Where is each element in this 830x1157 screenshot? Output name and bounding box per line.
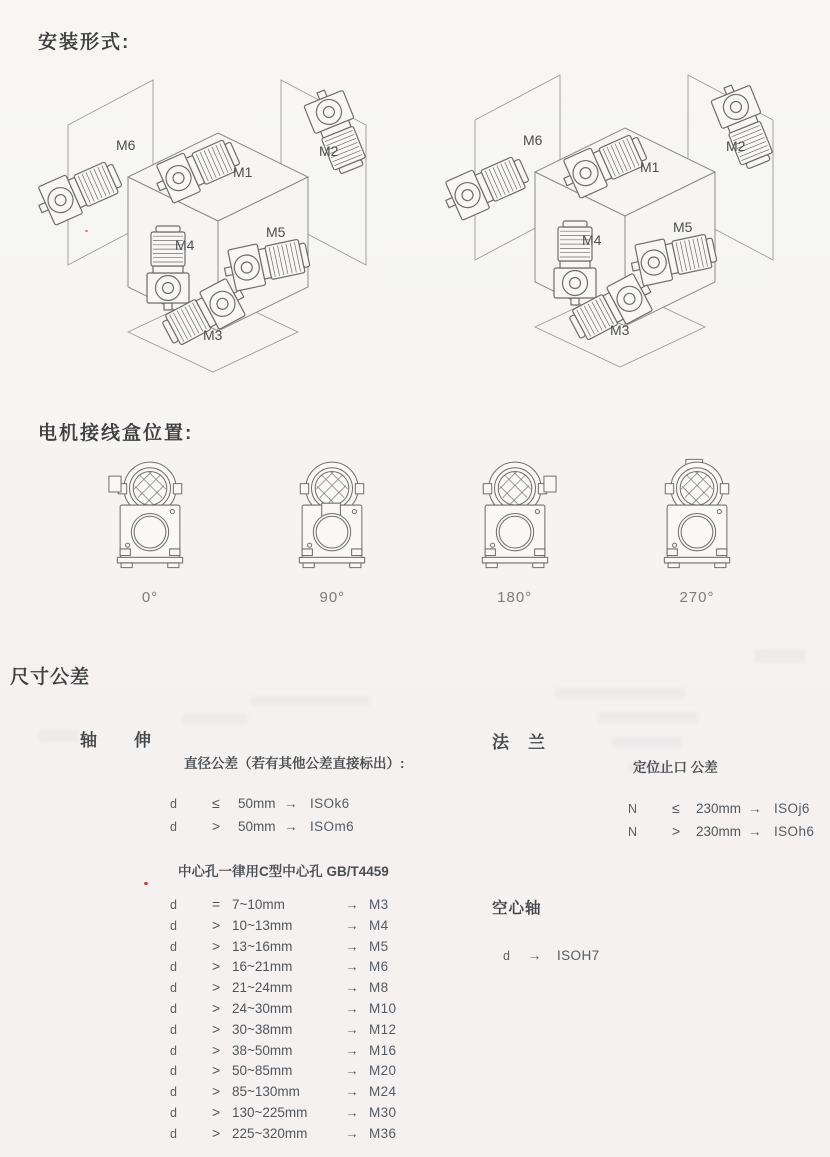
dim-symbol: d: [170, 1043, 177, 1058]
junction-box-left: [109, 476, 121, 492]
center-hole-table: [170, 896, 396, 1146]
shaft-extension-heading: 轴 伸: [80, 731, 152, 750]
comparison-op: >: [212, 1020, 221, 1037]
comparison-op: >: [212, 818, 221, 834]
clamp-band-right: [356, 484, 364, 494]
thread-size: M36: [369, 1125, 397, 1141]
angle-label: 270°: [679, 589, 715, 606]
comparison-op: ≤: [672, 800, 680, 816]
center-hole-note: 中心孔一律用C型中心孔 GB/T4459: [178, 864, 389, 879]
comparison-op: >: [212, 999, 221, 1016]
angle-label: 90°: [319, 589, 346, 606]
motor-front-view: [473, 458, 557, 582]
dim-symbol: d: [170, 898, 177, 912]
clamp-band-left: [483, 484, 491, 494]
arrow-glyph: →: [527, 948, 542, 963]
thread-size: M16: [369, 1042, 397, 1058]
comparison-op: >: [212, 979, 221, 996]
junction-position-figure: [473, 458, 557, 626]
size-range: 50mm: [238, 796, 276, 811]
clamp-band-right: [720, 484, 728, 494]
size-range: 30~38mm: [232, 1021, 293, 1037]
hollow-shaft-heading: 空心轴: [492, 900, 542, 917]
size-range: 16~21mm: [232, 959, 293, 975]
thread-size: M4: [369, 917, 389, 933]
center-hole-row: [170, 1042, 396, 1063]
mounting-section-title: 安装形式:: [38, 32, 131, 53]
thread-size: M20: [369, 1063, 397, 1079]
center-hole-row: [170, 896, 396, 917]
junction-position-figure: [290, 458, 374, 626]
tolerance-value: ISOH7: [556, 948, 600, 963]
dim-symbol: N: [628, 802, 638, 816]
thread-size: M3: [369, 897, 389, 912]
thread-size: M5: [369, 938, 389, 954]
angle-label: 0°: [141, 589, 159, 606]
arrow-glyph: →: [345, 1021, 359, 1037]
size-range: 130~225mm: [232, 1104, 308, 1120]
comparison-op: >: [212, 1041, 221, 1058]
shaft-tolerance-row: [170, 818, 354, 841]
center-hole-row: [170, 958, 396, 979]
mounting-base: [482, 557, 547, 563]
thread-size: M6: [369, 959, 389, 975]
arrow-glyph: →: [284, 796, 298, 811]
bleed-through-mark: [182, 714, 248, 724]
clamp-band-left: [301, 484, 309, 494]
bleed-through-mark: [555, 688, 685, 699]
mounting-base: [300, 557, 365, 563]
arrow-glyph: →: [345, 917, 359, 933]
junction-position-figure: [655, 458, 739, 626]
shaft-tolerance-table: [170, 795, 354, 841]
arrow-glyph: →: [345, 938, 359, 954]
arrow-glyph: →: [345, 1104, 359, 1120]
mounting-base: [664, 557, 729, 563]
thread-size: M30: [369, 1104, 397, 1120]
size-range: 13~16mm: [232, 938, 293, 954]
junction-position-figure: [108, 458, 192, 626]
dim-symbol: d: [170, 1105, 177, 1120]
flange-tolerance-table: [628, 800, 814, 846]
arrow-glyph: →: [345, 1063, 359, 1079]
tolerance-value: ISOh6: [774, 824, 815, 839]
clamp-band-left: [665, 484, 673, 494]
size-range: 50mm: [238, 819, 276, 834]
spigot-tolerance-subheading: 定位止口 公差: [633, 760, 718, 775]
arrow-glyph: →: [345, 1000, 359, 1016]
comparison-op: >: [672, 823, 681, 839]
bleed-through-mark: [38, 730, 78, 742]
dim-symbol: d: [503, 949, 510, 963]
center-hole-row: [170, 979, 396, 1000]
shaft-tolerance-row: [170, 795, 354, 818]
arrow-glyph: →: [345, 1125, 359, 1141]
center-hole-row: [170, 1083, 396, 1104]
junction-section-title: 电机接线盒位置:: [38, 423, 194, 444]
dim-symbol: N: [628, 825, 638, 839]
comparison-op: >: [212, 1103, 221, 1120]
red-ink-speck: [144, 882, 148, 885]
thread-size: M8: [369, 980, 389, 996]
center-hole-row: [170, 938, 396, 959]
arrow-glyph: →: [345, 1042, 359, 1058]
arrow-glyph: →: [345, 897, 359, 912]
arrow-glyph: →: [748, 801, 762, 816]
thread-size: M10: [369, 1000, 397, 1016]
flange-tolerance-row: [628, 823, 814, 846]
red-ink-speck: [85, 230, 88, 232]
tolerance-section-title: 尺寸公差: [10, 667, 91, 688]
diameter-tolerance-subheading: 直径公差（若有其他公差直接标出）:: [184, 756, 405, 771]
comparison-op: >: [212, 1062, 221, 1079]
thread-size: M12: [369, 1021, 397, 1037]
motor-front-view: [655, 458, 739, 582]
hollow-shaft-row: [503, 948, 600, 963]
size-range: 7~10mm: [232, 897, 285, 912]
center-hole-row: [170, 1062, 396, 1083]
dim-symbol: d: [170, 797, 177, 811]
bleed-through-mark: [598, 712, 698, 723]
size-range: 10~13mm: [232, 917, 293, 933]
flange-tolerance-row: [628, 800, 814, 823]
size-range: 50~85mm: [232, 1063, 293, 1079]
center-hole-row: [170, 1125, 396, 1146]
dim-symbol: d: [170, 1064, 177, 1079]
arrow-glyph: →: [345, 980, 359, 996]
junction-box-right: [544, 476, 556, 492]
dim-symbol: d: [170, 939, 177, 954]
arrow-glyph: →: [345, 959, 359, 975]
center-hole-row: [170, 917, 396, 938]
mounting-diagram-right: [430, 50, 830, 395]
dim-symbol: d: [170, 918, 177, 933]
bleed-through-mark: [612, 737, 682, 748]
mounting-base: [117, 557, 182, 563]
size-range: 24~30mm: [232, 1000, 293, 1016]
dim-symbol: d: [170, 820, 177, 834]
size-range: 38~50mm: [232, 1042, 293, 1058]
angle-label: 180°: [497, 589, 533, 606]
arrow-glyph: →: [284, 819, 298, 834]
motor-front-view: [108, 458, 192, 582]
motor-front-view: [290, 458, 374, 582]
center-hole-row: [170, 1104, 396, 1125]
tolerance-value: ISOk6: [310, 796, 350, 811]
bleed-through-mark: [755, 650, 805, 662]
comparison-op: >: [212, 1124, 221, 1141]
center-hole-row: [170, 1000, 396, 1021]
dim-symbol: d: [170, 1126, 177, 1141]
dim-symbol: d: [170, 981, 177, 996]
junction-figures-row: [108, 458, 739, 626]
arrow-glyph: →: [345, 1084, 359, 1100]
dim-symbol: d: [170, 960, 177, 975]
dim-symbol: d: [170, 1085, 177, 1100]
comparison-op: =: [212, 896, 221, 912]
size-range: 21~24mm: [232, 980, 293, 996]
tolerance-value: ISOm6: [310, 819, 355, 834]
clamp-band-right: [173, 484, 181, 494]
thread-size: M24: [369, 1084, 397, 1100]
arrow-glyph: →: [748, 824, 762, 839]
tolerance-value: ISOj6: [774, 801, 810, 816]
dim-symbol: d: [170, 1022, 177, 1037]
comparison-op: >: [212, 937, 221, 954]
size-range: 230mm: [696, 824, 742, 839]
size-range: 225~320mm: [232, 1125, 308, 1141]
size-range: 85~130mm: [232, 1084, 300, 1100]
bleed-through-mark: [250, 696, 370, 706]
size-range: 230mm: [696, 801, 742, 816]
comparison-op: ≤: [212, 795, 220, 811]
comparison-op: >: [212, 958, 221, 975]
comparison-op: >: [212, 916, 221, 933]
dim-symbol: d: [170, 1001, 177, 1016]
flange-heading: 法 兰: [492, 733, 546, 752]
comparison-op: >: [212, 1083, 221, 1100]
center-hole-row: [170, 1021, 396, 1042]
mounting-diagram-left: [23, 55, 428, 400]
